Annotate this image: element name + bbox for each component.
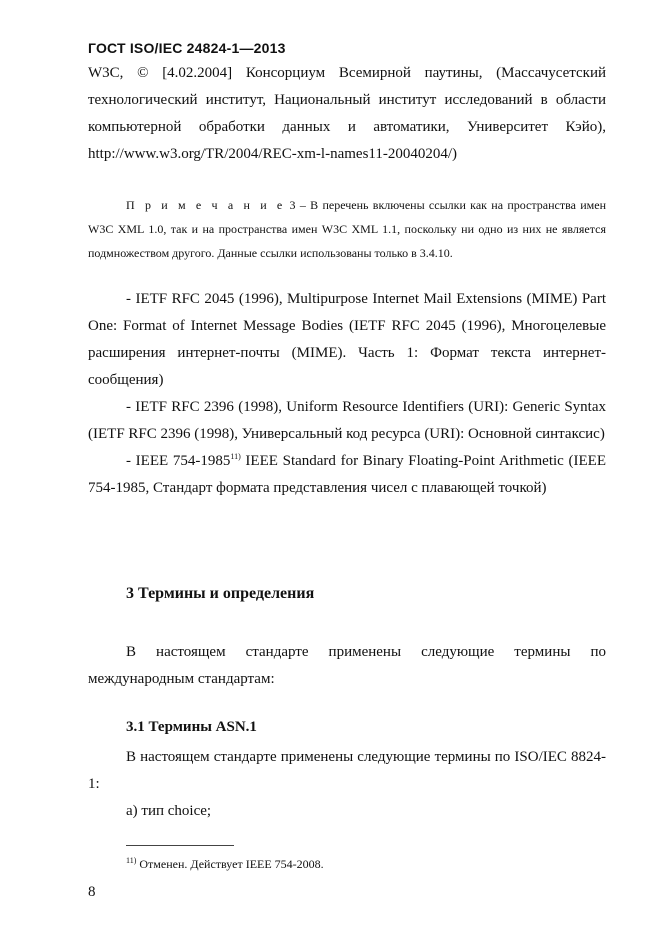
ieee-rest: IEEE Standard for Binary Floating-Point Arithmetic (IEEE 754-1985, Стандарт формата представления чисел с плавающей точкой) xyxy=(88,453,606,496)
subsection-heading: 3.1 Термины ASN.1 xyxy=(126,719,257,735)
list-item-a: a) тип choice; xyxy=(126,803,212,819)
footnote-marker: 11) xyxy=(230,452,241,461)
footnote-text: Отменен. Действует IEEE 754-2008. xyxy=(136,857,324,871)
document-header: ГОСТ ISO/IEC 24824-1—2013 xyxy=(88,40,286,56)
subsection-text: В настоящем стандарте применены следующие термины по ISO/IEC 8824-1: xyxy=(88,749,606,792)
reference-ieee754 xyxy=(88,448,606,502)
subsection-body xyxy=(88,744,606,825)
note-block xyxy=(88,193,606,265)
w3c-reference-paragraph: W3C, © [4.02.2004] Консорциум Всемирной паутины, (Массачусетский технологический институт, Национальный институт исследований в области компьютерной обработки данных и автоматики, Университет Кэйо), http://www.w3.org/TR/2004/REC-xm-l-names11-20040204/) xyxy=(88,65,606,162)
section-intro xyxy=(88,639,606,693)
section-heading: 3 Термины и определения xyxy=(126,585,315,602)
section-intro-text: В настоящем стандарте применены следующие термины по международным стандартам: xyxy=(88,644,606,687)
note-text: 3 – В перечень включены ссылки как на пространства имен W3C XML 1.0, так и на пространства имен W3C XML 1.1, поскольку ни одно из них не является подмножеством другого. Данные ссылки использованы только в 3.4.10. xyxy=(88,198,606,260)
reference-list xyxy=(88,286,606,502)
reference-rfc2396: - IETF RFC 2396 (1998), Uniform Resource Identifiers (URI): Generic Syntax (IETF RFC 2396 (1998), Универсальный код ресурса (URI): Основной синтаксис) xyxy=(88,399,606,442)
page-number: 8 xyxy=(88,884,96,900)
ieee-prefix: - IEEE 754-1985 xyxy=(126,453,231,469)
footnote-mark: 11) xyxy=(126,856,137,865)
footnote xyxy=(126,857,324,872)
note-label: П р и м е ч а н и е xyxy=(126,198,286,212)
reference-rfc2045: - IETF RFC 2045 (1996), Multipurpose Internet Mail Extensions (MIME) Part One: Format of Internet Message Bodies (IETF RFC 2045 (1996), Многоцелевые расширения интернет-почты (MIME). Часть 1: Формат текста интернет-сообщения) xyxy=(88,291,606,388)
footnote-divider xyxy=(126,845,234,846)
